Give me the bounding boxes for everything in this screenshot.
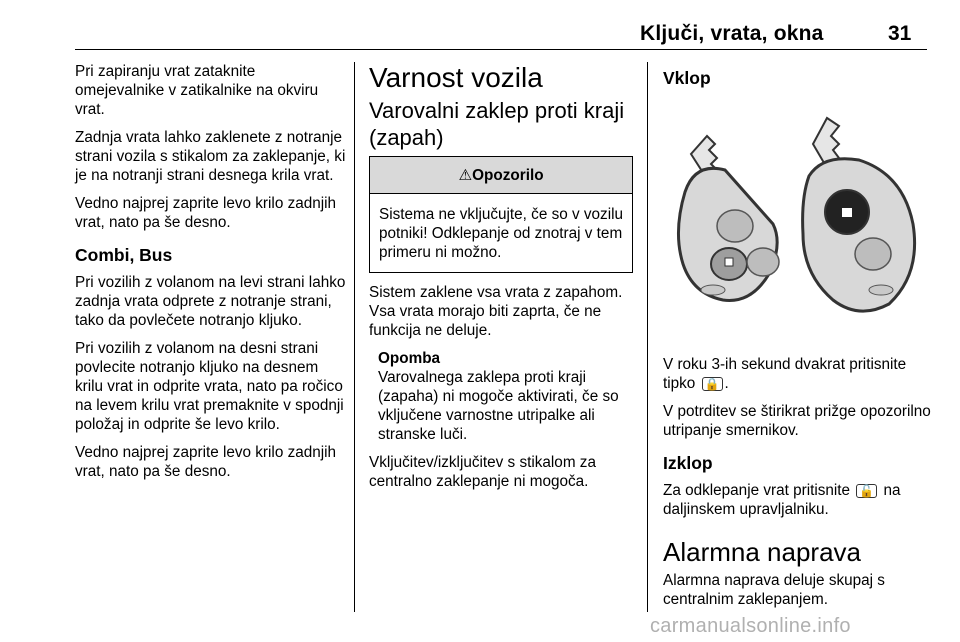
warning-triangle-icon: ⚠ [458,167,473,184]
page-number: 31 [888,22,912,45]
paragraph: V potrditev se štirikrat prižge opozorilno utripanje smernikov. [663,403,931,439]
paragraph [663,355,931,393]
warning-title: Opozorilo [472,167,544,184]
column-right [663,62,931,618]
text-fragment: . [724,375,729,392]
note-title: Opomba [378,350,441,367]
paragraph: Sistem zaklene vsa vrata z zapahom. Vsa vrata morajo biti zaprta, če ne funkcija ne deluje. [369,284,623,339]
paragraph: Alarmna naprava deluje skupaj s centralnim zaklepanjem. [663,572,885,608]
paragraph: Pri vozilih z volanom na levi strani lahko zadnja vrata odprete z notranje strani, tako da povlečete notranjo kljuko. [75,274,346,329]
unlock-button-icon: 🔓 [856,484,877,498]
paragraph: Pri vozilih z volanom na desni strani povlecite notranjo kljuko na desnem krilu vrat in odprite vrata, nato pa ročico na levem krilu vrat premaknite v spodnji položaj in odprite še levo krilo. [75,340,344,433]
paragraph: Pri zapiranju vrat zataknite omejevalnike v zatikalnike na okviru vrat. [75,63,319,118]
paragraph [663,481,931,519]
warning-box [369,156,633,273]
remote-key-fobs-illustration [663,114,927,324]
text-fragment: V roku 3-ih sekund dvakrat pritisnite tipko [663,356,907,392]
section-heading-combi-bus: Combi, Bus [75,245,173,265]
section-heading-vklop: Vklop [663,68,711,88]
paragraph: Zadnja vrata lahko zaklenete z notranje strani vozila s stikalom za zaklepanje, ki je na notranji strani desnega krila vrat. [75,129,346,184]
note-text: Varovalnega zaklepa proti kraji (zapaha) ni mogoče aktivirati, če so vključene varnostne utripalke ali stranske luči. [378,369,619,443]
note-box [369,349,637,444]
subsection-title-zapah: Varovalni zaklep proti kraji (zapah) [369,98,625,150]
paragraph: Vedno najprej zaprite levo krilo zadnjih vrat, nato pa še desno. [75,444,337,480]
warning-text: Sistema ne vključujte, če so v vozilu potniki! Odklepanje od znotraj v tem primeru ni možno. [379,206,624,261]
header-rule [75,49,927,50]
text-fragment: Za odklepanje vrat pritisnite [663,482,855,499]
paragraph: Vključitev/izključitev s stikalom za centralno zaklepanje ni mogoča. [369,454,596,490]
lock-button-icon: 🔒 [702,377,723,391]
column-left [75,62,347,490]
paragraph: Vedno najprej zaprite levo krilo zadnjih vrat, nato pa še desno. [75,195,337,231]
column-divider-2 [647,62,648,612]
watermark: carmanualsonline.info [650,615,851,637]
column-middle [369,62,637,500]
key-fob-right-icon [803,118,915,311]
section-title-varnost-vozila: Varnost vozila [369,62,543,93]
section-heading-izklop: Izklop [663,453,713,473]
warning-header [370,157,632,194]
column-divider-1 [354,62,355,612]
text-fragment: na daljinskem upravljalniku. [663,482,901,518]
header-title: Ključi, vrata, okna [640,22,824,45]
section-title-alarmna-naprava: Alarmna naprava [663,537,861,567]
key-fob-left-icon [678,136,779,300]
